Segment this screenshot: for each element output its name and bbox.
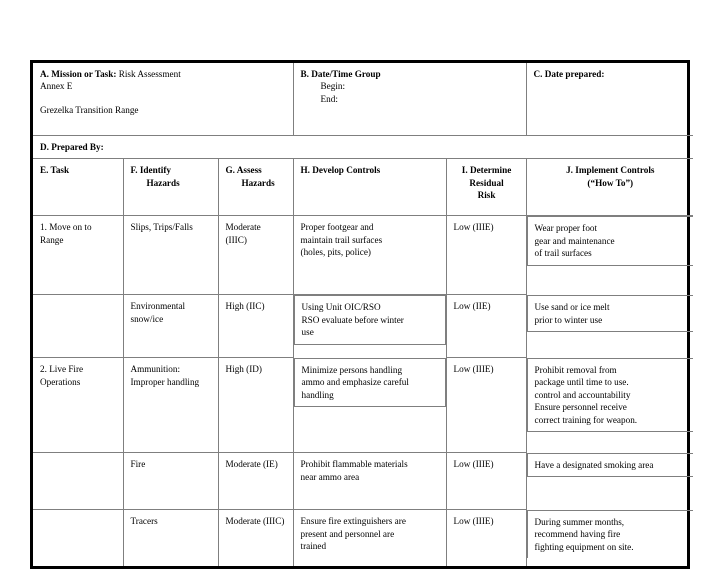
cell-implement: Use sand or ice melt prior to winter use bbox=[527, 295, 694, 332]
date-time-end-label: End: bbox=[320, 93, 338, 104]
cell-residual: Low (IIIE) bbox=[446, 216, 526, 295]
column-header-hazards-line2: Hazards bbox=[146, 177, 180, 188]
prepared-by-label: D. Prepared By: bbox=[40, 142, 104, 152]
mission-or-task-value: Risk Assessment bbox=[118, 69, 181, 79]
cell-assess: Moderate (IIIC) bbox=[218, 510, 293, 567]
date-prepared-cell bbox=[526, 63, 693, 136]
column-header-residual-line3: Risk bbox=[477, 190, 496, 201]
column-header-determine-residual-risk bbox=[446, 159, 526, 216]
cell-implement: Have a designated smoking area bbox=[527, 453, 694, 477]
cell-assess: High (ID) bbox=[218, 358, 293, 453]
cell-assess: Moderate (IIIC) bbox=[218, 216, 293, 295]
mission-or-task-label: A. Mission or Task: bbox=[40, 69, 117, 79]
cell-residual: Low (IIIE) bbox=[446, 510, 526, 567]
column-header-assess-line2: Hazards bbox=[241, 177, 275, 188]
table-row bbox=[33, 453, 693, 510]
mission-or-task-cell bbox=[33, 63, 293, 136]
cell-assess: Moderate (IE) bbox=[218, 453, 293, 510]
header-row-abc bbox=[33, 63, 693, 136]
cell-task bbox=[33, 295, 123, 358]
cell-controls: Ensure fire extinguishers are present and personnel are trained bbox=[293, 510, 446, 567]
column-header-implement-line2: (“How To”) bbox=[587, 177, 634, 188]
table-row bbox=[33, 295, 693, 358]
column-header-assess-hazards bbox=[218, 159, 293, 216]
cell-controls: Minimize persons handling ammo and emphasize careful handling bbox=[294, 358, 446, 407]
header-row-prepared-by bbox=[33, 136, 693, 159]
column-header-task-line1: E. Task bbox=[40, 165, 70, 176]
cell-task bbox=[33, 453, 123, 510]
prepared-by-cell bbox=[33, 136, 693, 159]
column-header-residual-line2: Residual bbox=[469, 177, 504, 188]
cell-implement: Wear proper foot gear and maintenance of trail surfaces bbox=[527, 216, 694, 265]
column-header-implement-controls bbox=[526, 159, 693, 216]
cell-hazards: Tracers bbox=[123, 510, 218, 567]
cell-controls: Using Unit OIC/RSO RSO evaluate before winter use bbox=[294, 295, 446, 344]
column-header-implement-line1: J. Implement Controls bbox=[566, 165, 655, 176]
cell-implement: Prohibit removal from package until time to use. control and accountability Ensure personnel receive correct training for weapon. bbox=[527, 358, 694, 432]
cell-controls: Prohibit flammable materials near ammo area bbox=[293, 453, 446, 510]
column-header-row bbox=[33, 159, 693, 216]
date-prepared-label: C. Date prepared: bbox=[533, 69, 605, 79]
cell-assess: High (IIC) bbox=[218, 295, 293, 358]
cell-task: 2. Live Fire Operations bbox=[33, 358, 123, 453]
column-header-identify-hazards bbox=[123, 159, 218, 216]
mission-spacer bbox=[40, 93, 287, 104]
cell-implement: During summer months, recommend having fire fighting equipment on site. bbox=[527, 510, 694, 558]
column-header-residual-line1: I. Determine bbox=[461, 165, 512, 176]
cell-task bbox=[33, 510, 123, 567]
table-row bbox=[33, 216, 693, 295]
column-header-develop-controls bbox=[293, 159, 446, 216]
risk-worksheet-table bbox=[33, 63, 693, 566]
column-header-assess-line1: G. Assess bbox=[225, 165, 262, 176]
cell-hazards: Ammunition: Improper handling bbox=[123, 358, 218, 453]
mission-or-task-line3: Grezelka Transition Range bbox=[40, 104, 139, 115]
cell-task: 1. Move on to Range bbox=[33, 216, 123, 295]
table-row bbox=[33, 358, 693, 453]
cell-residual: Low (IIIE) bbox=[446, 453, 526, 510]
cell-residual: Low (IIIE) bbox=[446, 358, 526, 453]
risk-management-worksheet bbox=[30, 60, 690, 569]
date-time-begin-label: Begin: bbox=[320, 81, 346, 92]
date-time-group-label: B. Date/Time Group bbox=[300, 69, 381, 79]
date-time-group-cell bbox=[293, 63, 526, 136]
cell-controls: Proper footgear and maintain trail surfaces (holes, pits, police) bbox=[293, 216, 446, 295]
column-header-controls-line1: H. Develop Controls bbox=[300, 165, 381, 176]
table-row bbox=[33, 510, 693, 567]
cell-hazards: Environmental snow/ice bbox=[123, 295, 218, 358]
cell-hazards: Slips, Trips/Falls bbox=[123, 216, 218, 295]
column-header-hazards-line1: F. Identify bbox=[130, 165, 171, 176]
mission-or-task-line2: Annex E bbox=[40, 81, 73, 92]
cell-hazards: Fire bbox=[123, 453, 218, 510]
cell-residual: Low (IIE) bbox=[446, 295, 526, 358]
column-header-task bbox=[33, 159, 123, 216]
